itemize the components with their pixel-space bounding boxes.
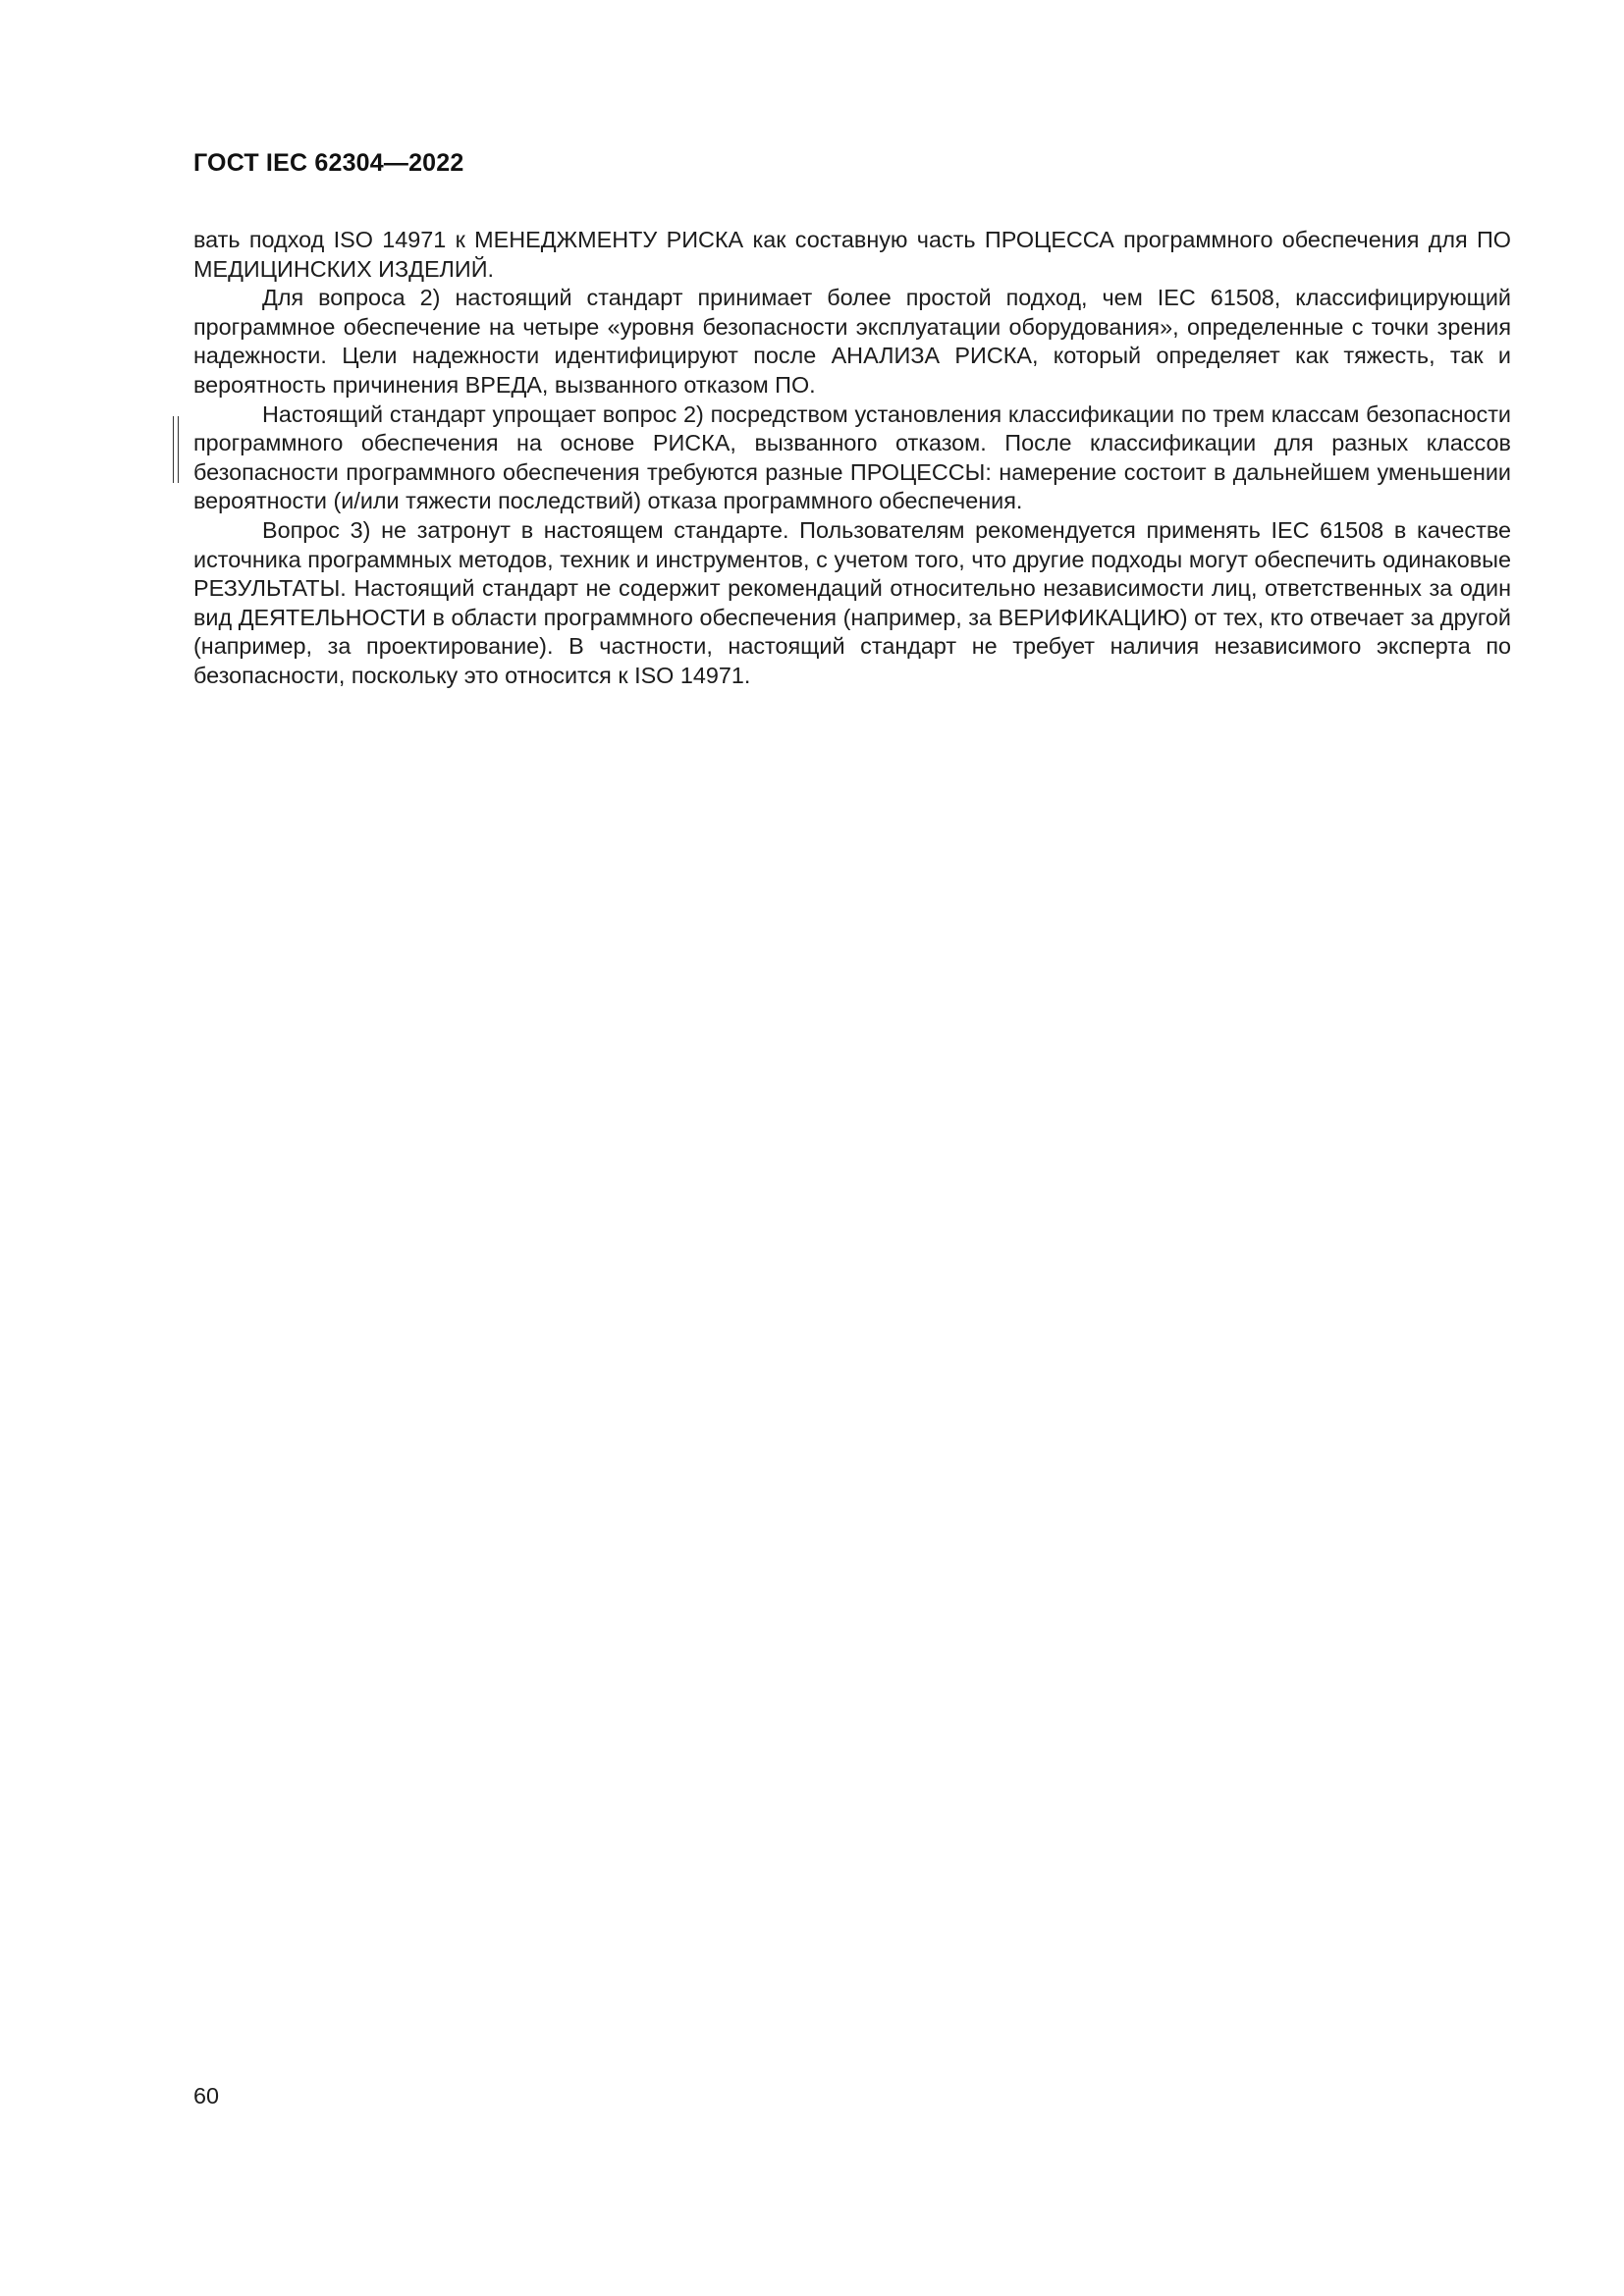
paragraph-continuation: вать подход ISO 14971 к МЕНЕДЖМЕНТУ РИСКА как составную часть ПРОЦЕССА программного обеспечения для ПО МЕДИЦИНСКИХ ИЗДЕЛИЙ. xyxy=(193,227,1511,282)
paragraph-question-2-approach: Для вопроса 2) настоящий стандарт принимает более простой подход, чем IEC 61508, классифицирующий программное обеспечение на четыре «уровня безопасности эксплуатации оборудования», определенные с точки зрения надежности. Цели надежности идентифицируют после АНАЛИЗА РИСКА, который определяет как тяжесть, так и вероятность причинения ВРЕДА, вызванного отказом ПО. xyxy=(193,285,1511,398)
document-code-header: ГОСТ IEC 62304—2022 xyxy=(193,149,464,177)
page-number: 60 xyxy=(193,2083,220,2109)
paragraph-safety-classification: Настоящий стандарт упрощает вопрос 2) посредством установления классификации по трем классам безопасности программного обеспечения на основе РИСКА, вызванного отказом. После классификации для разных классов безопасности программного обеспечения требуются разные ПРОЦЕССЫ: намерение состоит в дальнейшем уменьшении вероятности (и/или тяжести последствий) отказа программного обеспечения. xyxy=(193,400,1511,514)
revision-change-bar xyxy=(173,416,179,483)
paragraph-question-3: Вопрос 3) не затронут в настоящем стандарте. Пользователям рекомендуется применять IEC 61508 в качестве источника программных методов, техник и инструментов, с учетом того, что другие подходы могут обеспечить одинаковые РЕЗУЛЬТАТЫ. Настоящий стандарт не содержит рекомендаций относительно независимости лиц, ответственных за один вид ДЕЯТЕЛЬНОСТИ в области программного обеспечения (например, за ВЕРИФИКАЦИЮ) от тех, кто отвечает за другой (например, за проектирование). В частности, настоящий стандарт не требует наличия независимого эксперта по безопасности, поскольку это относится к ISO 14971. xyxy=(193,516,1511,688)
body-text xyxy=(193,226,1511,691)
